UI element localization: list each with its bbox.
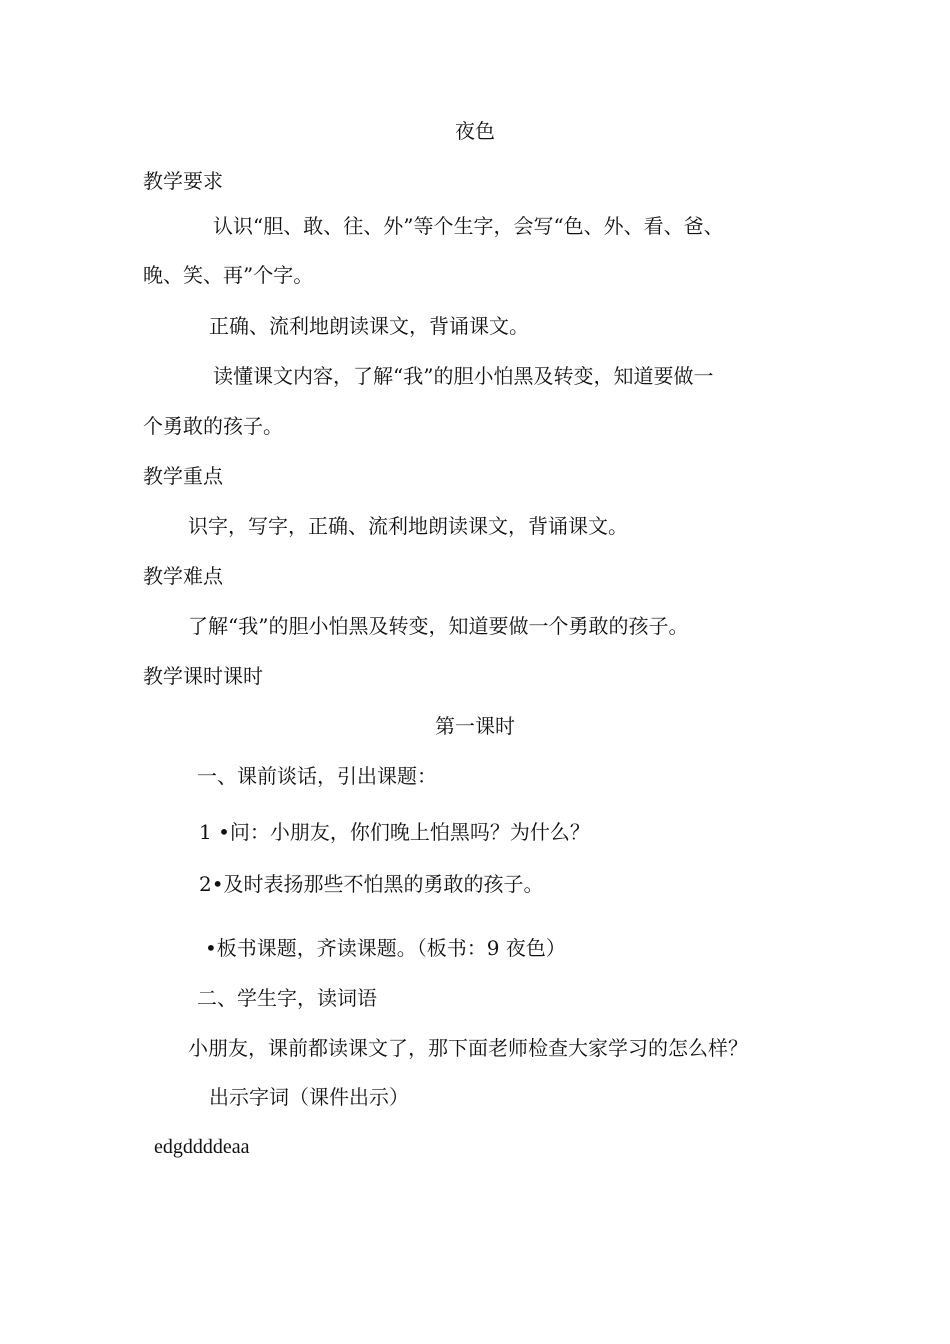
- question-2: 2•及时表扬那些不怕黑的勇敢的孩子。: [199, 872, 544, 896]
- requirement-3-line-2: 个勇敢的孩子。: [143, 414, 283, 438]
- requirement-2: 正确、流利地朗读课文，背诵课文。: [209, 314, 529, 338]
- lesson-step-1: 一、课前谈话，引出课题：: [197, 764, 437, 788]
- requirement-1-line-1: 认识“胆、敢、往、外”等个生字，会写“色、外、看、爸、: [213, 214, 724, 238]
- lesson-1-title: 第一课时: [435, 714, 515, 738]
- requirement-3-line-1: 读懂课文内容，了解“我”的胆小怕黑及转变，知道要做一: [213, 364, 714, 388]
- requirement-1-line-2: 晚、笑、再”个字。: [143, 263, 314, 287]
- document-title: 夜色: [455, 119, 495, 143]
- hours-heading: 教学课时课时: [143, 664, 263, 688]
- lesson-paragraph-2: 出示字词（课件出示）: [209, 1085, 409, 1109]
- difficulties-heading: 教学难点: [143, 564, 223, 588]
- lesson-paragraph-1: 小朋友，课前都读课文了，那下面老师检查大家学习的怎么样？: [188, 1036, 748, 1060]
- code-string: edgddddeaa: [154, 1136, 250, 1158]
- lesson-step-2: 二、学生字，读词语: [197, 986, 377, 1010]
- requirements-heading: 教学要求: [143, 169, 223, 193]
- question-1: 1 •问：小朋友，你们晚上怕黑吗？为什么？: [199, 820, 590, 844]
- difficulties-text: 了解“我”的胆小怕黑及转变，知道要做一个勇敢的孩子。: [188, 614, 689, 638]
- question-3: •板书课题，齐读课题。（板书：9 夜色）: [205, 936, 566, 960]
- key-points-heading: 教学重点: [143, 464, 223, 488]
- key-points-text: 识字，写字，正确、流利地朗读课文，背诵课文。: [188, 514, 628, 538]
